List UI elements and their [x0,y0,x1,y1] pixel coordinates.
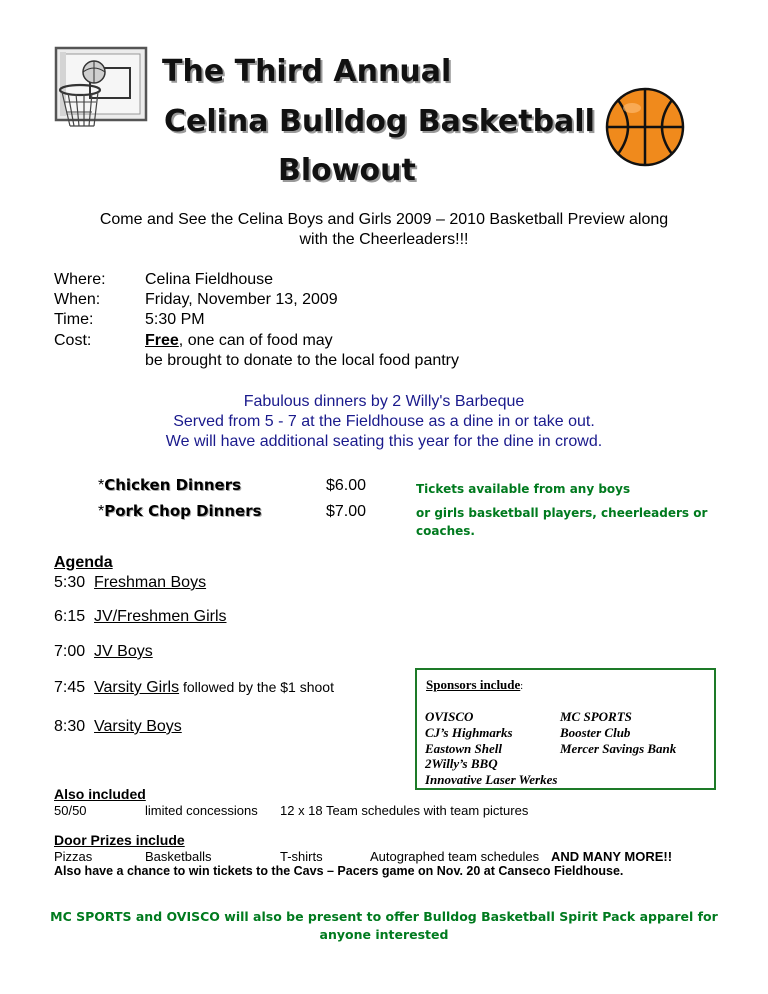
menu-item-price: $6.00 [326,477,367,494]
sponsor-name: MC SPORTS [560,709,632,724]
time-value: 5:30 PM [145,311,205,328]
dinners-line-3: We will have additional seating this year for the dine in crowd. [165,433,603,450]
also-included-item: 50/50 [54,803,87,818]
sponsor-name: CJ’s Highmarks [425,725,513,740]
sponsors-heading-colon: : [520,681,524,692]
footer-text [0,908,768,944]
title-line-2: Celina Bulldog Basketball [164,104,595,139]
door-prize-item: Autographed team schedules [370,849,540,864]
agenda-time: 7:45 [54,679,86,696]
sponsor-name: 2Willy’s BBQ [425,756,498,771]
agenda-event: Varsity Boys [94,718,182,735]
agenda-time: 5:30 [54,574,86,591]
menu-star: * [98,477,105,494]
door-prizes-more: AND MANY MORE!! [551,849,673,864]
cavs-tickets-line: Also have a chance to win tickets to the Cavs – Pacers game on Nov. 20 at Canseco Fieldhouse. [54,864,624,878]
dinners-line-2: Served from 5 - 7 at the Fieldhouse as a dine in or take out. [173,413,595,430]
sponsor-name: Innovative Laser Werkes [425,772,558,787]
door-prize-item: T-shirts [280,849,323,864]
footer-line-2: anyone interested [319,927,449,942]
menu-item-name: Pork Chop Dinners [104,502,262,520]
door-prizes-heading-text: Door Prizes include [54,832,185,848]
door-prizes-heading [54,832,185,848]
sponsor-name: OVISCO [425,709,474,724]
also-included-heading-text: Also included [54,786,146,802]
intro-line-2: with the Cheerleaders!!! [299,231,469,248]
agenda-item [54,573,206,593]
menu-item [98,476,241,496]
agenda-note: followed by the $1 shoot [179,679,334,695]
cost-label: Cost: [54,332,92,349]
sponsor-name: Eastown Shell [425,741,502,756]
agenda-event: JV/Freshmen Girls [94,608,227,625]
menu-star: * [98,503,105,520]
agenda-time: 6:15 [54,608,86,625]
where-label: Where: [54,271,106,288]
agenda-item [54,642,153,662]
basketball-icon [604,86,686,168]
sponsors-heading-text: Sponsors include [426,677,521,692]
also-included-heading [54,786,146,802]
dinners-line-1: Fabulous dinners by 2 Willy's Barbeque [243,393,525,410]
menu-item-price: $7.00 [326,503,367,520]
door-prize-item: Pizzas [54,849,93,864]
also-included-item: limited concessions [145,803,258,818]
when-value: Friday, November 13, 2009 [145,291,338,308]
agenda-event: Varsity Girls [94,679,180,696]
intro-line-1: Come and See the Celina Boys and Girls 2009 – 2010 Basketball Preview along [99,211,669,228]
sponsor-name: Booster Club [560,725,631,740]
agenda-event: JV Boys [94,643,153,660]
door-prize-item: Basketballs [145,849,212,864]
agenda-time: 8:30 [54,718,86,735]
agenda-heading [54,553,113,573]
agenda-item [54,607,227,627]
sponsors-heading [426,677,523,693]
agenda-heading-text: Agenda [54,554,113,571]
title-line-1: The Third Annual [162,54,452,89]
sponsors-box [415,668,716,790]
agenda-item [54,677,334,698]
basketball-hoop-icon [52,44,152,134]
cost-value [145,331,333,351]
tickets-line-1: Tickets available from any boys [416,482,631,496]
agenda-event: Freshman Boys [94,574,207,591]
agenda-time: 7:00 [54,643,86,660]
cost-free: Free [145,332,179,349]
menu-item-name: Chicken Dinners [104,476,242,494]
when-label: When: [54,291,101,308]
cost-line-2: be brought to donate to the local food pantry [145,352,460,369]
tickets-line-3: coaches. [416,524,475,538]
agenda-item [54,717,182,737]
dinners-info [0,392,768,452]
sponsor-name: Mercer Savings Bank [560,741,677,756]
menu-item [98,502,262,522]
cost-rest: , one can of food may [178,332,333,349]
intro-text [0,210,768,250]
tickets-line-2: or girls basketball players, cheerleaders or [416,506,708,520]
where-value: Celina Fieldhouse [145,271,274,288]
also-included-item: 12 x 18 Team schedules with team pictures [280,803,529,818]
title-line-3: Blowout [278,153,416,188]
tickets-info [416,479,707,542]
footer-line-1: MC SPORTS and OVISCO will also be present to offer Bulldog Basketball Spirit Pack apparel for [50,909,718,924]
time-label: Time: [54,311,94,328]
